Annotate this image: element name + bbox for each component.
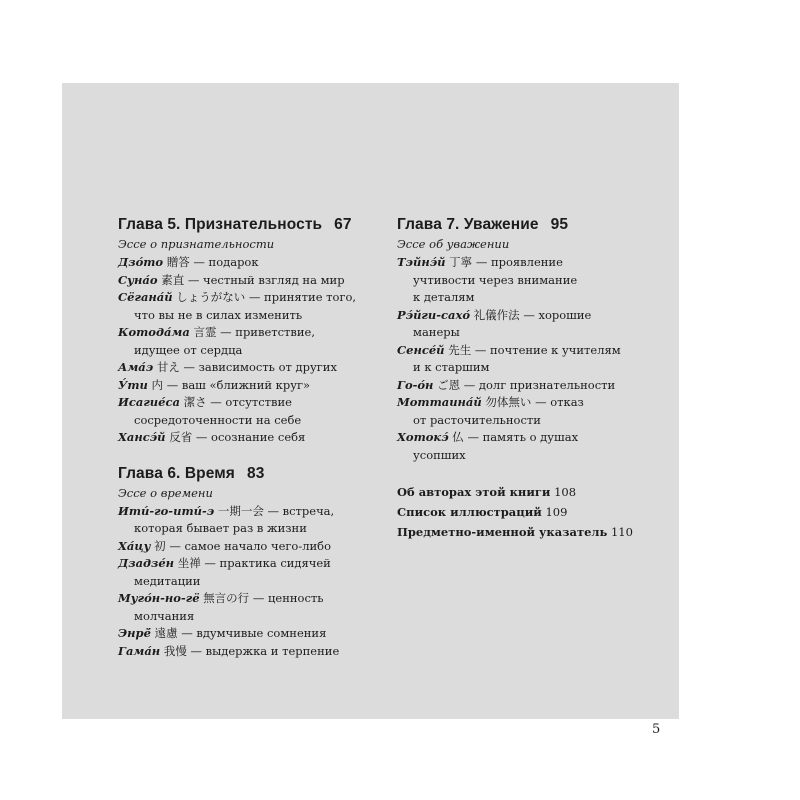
entry-term: У́ти [118,377,148,392]
entry-kanji: 先生 [448,342,472,357]
chapter-7-heading [397,214,657,236]
chapter-page: 67 [334,216,352,233]
toc-entry [397,377,657,395]
toc-entry [118,254,388,272]
toc-entry [397,394,657,429]
entry-term: Ха́цу [118,538,151,553]
entry-definition: — долг признательности [463,377,616,392]
back-matter-page: 109 [545,505,568,519]
toc-entry [118,289,388,324]
toc-entry [397,307,657,342]
entry-continuation: и к старшим [413,360,490,374]
toc-left-column [118,214,388,660]
entry-term: Сёгана́й [118,290,173,304]
back-matter-title: Список иллюстраций [397,505,542,519]
entry-definition: — приветствие, [220,325,316,339]
entry-term: Тэйнэ́й [397,255,446,269]
entry-kanji: 初 [154,538,166,553]
entry-term: Энрё́ [118,626,151,640]
entry-kanji: 贈答 [166,255,190,269]
chapter-title: Глава 6. Время [118,464,235,482]
entry-term: Го-о́н [397,377,434,392]
entry-definition: — ценность [252,591,324,605]
toc-entry [118,643,388,661]
entry-continuation: которая бывает раз в жизни [134,521,307,535]
entry-term: Муго́н-но-гё [118,591,200,605]
entry-kanji: 遠慮 [154,626,178,640]
entry-kanji: 甘え [156,360,180,374]
entry-term: Хотокэ́ [397,430,449,444]
toc-entry [118,394,388,429]
chapter-page: 95 [550,216,569,233]
toc-entry [397,254,657,307]
entry-kanji: 仏 [452,430,464,444]
chapter-title: Глава 7. Уважение [397,216,539,233]
entry-kanji: 反省 [169,430,193,444]
back-matter-item [397,482,657,502]
entry-definition: — почтение к учителям [474,342,621,357]
entry-kanji: ご恩 [437,377,461,392]
back-matter-list [397,482,657,542]
entry-definition: — проявление [475,255,563,269]
entry-term: Моттаина́й [397,395,482,409]
entry-term: Котода́ма [118,325,190,339]
entry-term: Сенсе́й [397,342,445,357]
entry-term: Суна́о [118,272,158,287]
entry-kanji: 無言の行 [203,591,250,605]
entry-definition: — самое начало чего-либо [169,538,332,553]
back-matter-page: 110 [610,525,633,539]
entry-continuation: манеры [413,325,460,339]
entry-term: Ама́э [118,360,154,374]
essay-title: Эссе о времени [118,485,213,500]
entry-continuation: учтивости через внимание к деталям [413,272,578,304]
entry-kanji: 潔さ [183,395,207,409]
toc-right-column [397,214,657,542]
page-number: 5 [652,722,661,737]
toc-entry [118,359,388,377]
entry-kanji: しょうがない [176,290,246,304]
entry-definition: — ваш «ближний круг» [166,377,311,392]
chapter-5-heading [118,214,388,236]
entry-term: Исагие́са [118,395,180,409]
entry-continuation: что вы не в силах изменить [134,307,303,322]
entry-definition: — подарок [193,255,259,269]
toc-entry [118,538,388,556]
entry-kanji: 坐禅 [177,556,201,570]
entry-continuation: идущее от сердца [134,342,243,357]
entry-kanji: 礼儀作法 [473,307,520,322]
entry-kanji: 言霊 [193,325,217,339]
entry-definition: — отказ [535,395,584,409]
chapter-6-heading [118,463,388,485]
entry-definition: — честный взгляд на мир [187,272,345,287]
entry-definition: — хорошие [523,307,592,322]
entry-definition: — принятие того, [248,290,357,304]
entry-kanji: 我慢 [163,643,187,658]
entry-definition: — осознание себя [195,430,306,444]
entry-definition: — практика сидячей [204,556,331,570]
entry-definition: — отсутствие [210,395,292,409]
entry-term: Рэ́йги-сахо́ [397,307,471,322]
entry-kanji: 一期一会 [217,503,264,518]
entry-term: Хансэ́й [118,430,166,444]
entry-definition: — выдержка и терпение [190,643,340,658]
chapter-title: Глава 5. Признательность [118,216,323,233]
entry-term: Гама́н [118,643,161,658]
back-matter-item [397,502,657,522]
back-matter-item [397,522,657,542]
entry-term: Ити́-го-ити́-э [118,503,215,518]
entry-definition: — вдумчивые сомнения [181,626,327,640]
back-matter-title: Об авторах этой книги [397,485,551,499]
toc-entry [118,272,388,290]
entry-kanji: 勿体無い [485,395,532,409]
chapter-page: 83 [246,464,265,482]
entry-kanji: 丁寧 [449,255,473,269]
entry-continuation: молчания [134,608,195,623]
entry-continuation: медитации [134,573,201,588]
toc-entry [118,555,388,590]
back-matter-page: 108 [554,485,577,499]
entry-kanji: 素直 [161,272,185,287]
toc-entry [118,324,388,359]
essay-title: Эссе о признательности [118,237,275,251]
entry-term: Дзадзе́н [118,556,175,570]
entry-continuation: от расточительности [413,412,541,427]
entry-definition: — память о душах [467,430,579,444]
toc-entry [118,429,388,447]
toc-entry [118,503,388,538]
entry-definition: — встреча, [267,503,335,518]
entry-continuation: сосредоточенности на себе [134,412,302,427]
toc-entry [397,429,657,464]
entry-continuation: усопших [413,447,466,462]
toc-entry [118,625,388,643]
toc-entry [397,342,657,377]
toc-entry [118,377,388,395]
entry-definition: — зависимость от других [183,360,337,374]
essay-title: Эссе об уважении [397,237,510,251]
toc-entry [118,590,388,625]
entry-term: Дзо́то [118,255,164,269]
entry-kanji: 内 [151,377,164,392]
back-matter-title: Предметно-именной указатель [397,525,608,539]
